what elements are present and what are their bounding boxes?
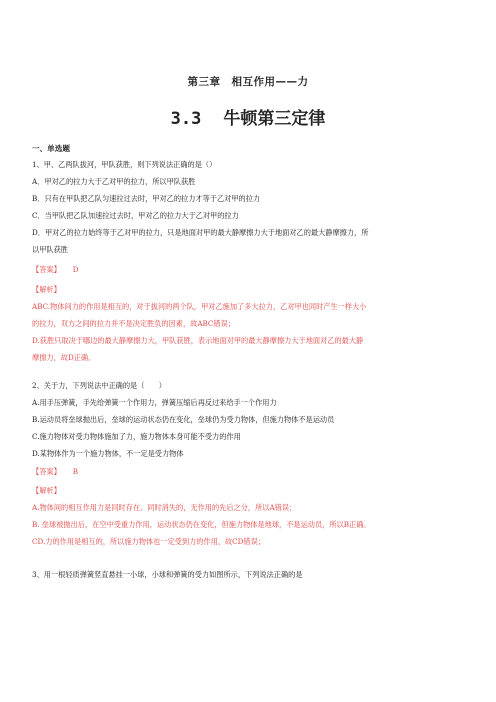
- question-3-stem: 3、用一根轻质弹簧竖直悬挂一小球，小球和弹簧的受力如图所示，下列说法正确的是: [32, 570, 303, 579]
- question-2-analysis-tag: 【解析】: [32, 486, 61, 495]
- question-1-analysis-line: D.获胜只取决于哪边的最大静摩擦力大，甲队获胜，表示地面对甲的最大静摩擦力大于地面对乙的最大静: [32, 336, 364, 345]
- question-2-option-a: A.用手压弹簧，手先给弹簧一个作用力，弹簧压缩后再反过来给手一个作用力: [32, 398, 277, 407]
- question-2-option-d: D.某物体作为一个施力物体，不一定是受力物体: [32, 449, 184, 458]
- lesson-title: 牛顿第三定律: [223, 109, 326, 129]
- question-2-answer: [32, 466, 472, 477]
- question-2-stem: 2、关于力，下列说法中正确的是（ ）: [32, 381, 166, 390]
- answer-tag: 【答案】: [32, 265, 61, 274]
- answer-value: D: [72, 265, 79, 274]
- question-1-analysis-line: ABC.物体间力的作用是相互的，对于拔河的两个队，甲对乙施加了多大拉力，乙对甲也同时产生一样大小: [32, 302, 367, 311]
- question-2-option-b: B.运动员将垒球抛出后，垒球的运动状态仍在变化，垒球仍为受力物体，但施力物体不是运动员: [32, 415, 335, 424]
- question-1-option-d: D．甲对乙的拉力始终等于乙对甲的拉力，只是地面对甲的最大静摩擦力大于地面对乙的最大静摩擦力，所: [32, 228, 369, 237]
- question-1-analysis-line: 摩擦力，故D正确。: [32, 353, 96, 362]
- lesson-heading: [0, 104, 496, 129]
- question-1-stem: 1、甲、乙两队拔河，甲队获胜，则下列说法正确的是（）: [32, 160, 217, 169]
- question-1-option-a: A．甲对乙的拉力大于乙对甲的拉力，所以甲队获胜: [32, 177, 196, 186]
- question-1-option-d-cont: 以甲队获胜: [32, 245, 68, 254]
- question-1-analysis-tag: 【解析】: [32, 285, 61, 294]
- question-1-option-c: C．当甲队把乙队加速拉过去时，甲对乙的拉力大于乙对甲的拉力: [32, 211, 239, 220]
- question-1-answer: [32, 264, 472, 275]
- chapter-title: 第三章 相互作用——力: [187, 76, 309, 88]
- question-2-analysis-line: CD.力的作用是相互的，所以施力物体也一定受到力的作用，故CD错误；: [32, 537, 265, 546]
- question-1-analysis-line: 的拉力，双方之间的拉力并不是决定胜负的因素，故ABC错误；: [32, 319, 235, 328]
- lesson-number: 3.3: [170, 109, 202, 129]
- answer-value: B: [72, 467, 79, 476]
- answer-tag: 【答案】: [32, 467, 61, 476]
- section-heading: 一、单选题: [32, 144, 70, 153]
- question-2-analysis-line: A.物体间的相互作用力是同时存在、同时消失的，无作用的先后之分，所以A错误；: [32, 503, 297, 512]
- question-2-option-c: C.施力物体对受力物体施加了力，施力物体本身可能不受力的作用: [32, 432, 241, 441]
- question-2-analysis-line: B. 垒球被抛出后，在空中受重力作用，运动状态仍在变化，但施力物体是地球，不是运动员，所以B正确。: [32, 520, 371, 529]
- question-1-option-b: B．只有在甲队把乙队匀速拉过去时，甲对乙的拉力才等于乙对甲的拉力: [32, 194, 261, 203]
